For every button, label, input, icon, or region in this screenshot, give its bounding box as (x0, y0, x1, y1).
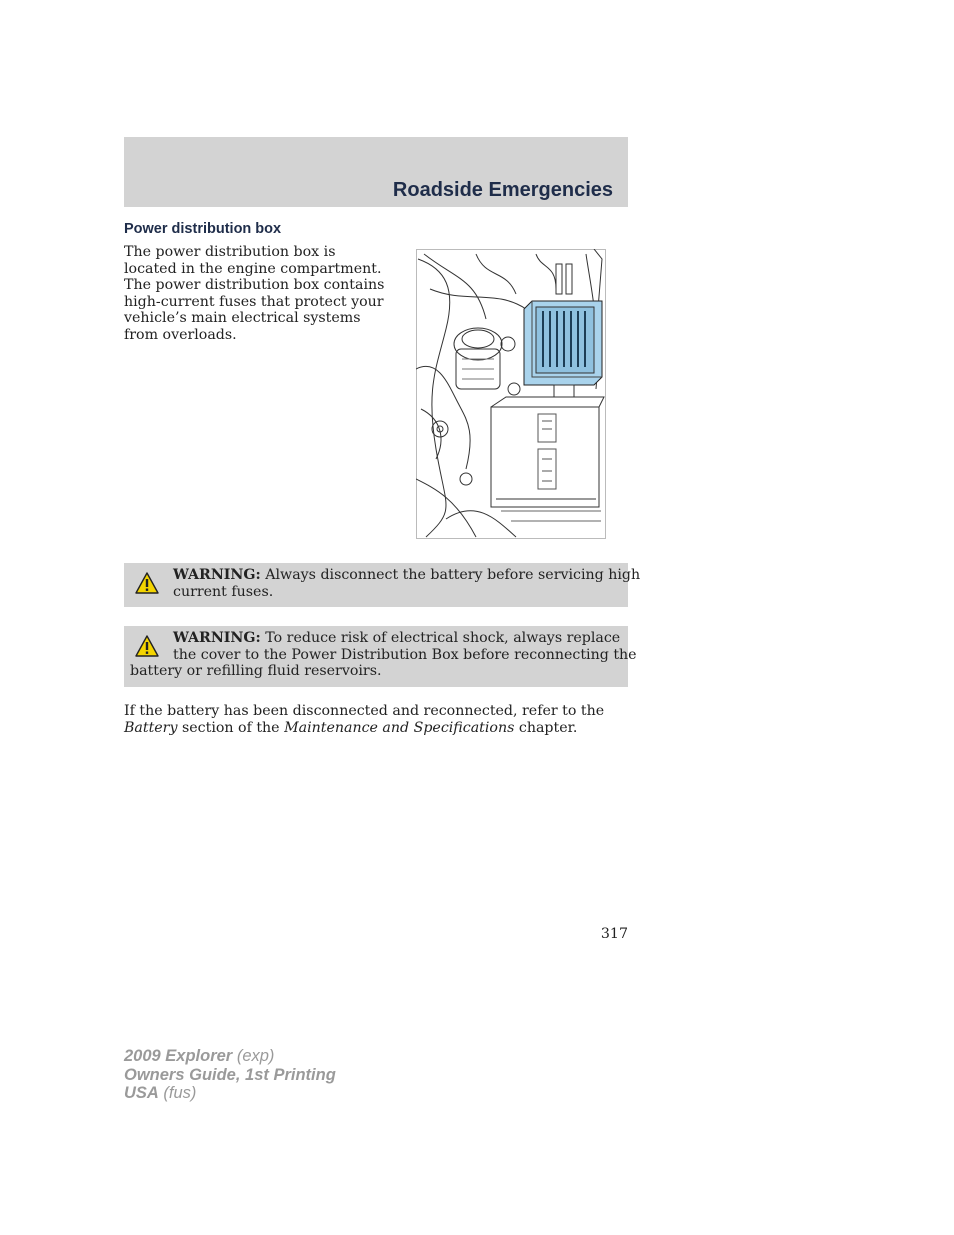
intro-line: The power distribution box contains (124, 277, 385, 293)
warning-label: WARNING: (173, 630, 261, 646)
intro-paragraph (124, 244, 384, 343)
warning-triangle-icon (135, 572, 159, 594)
battery-section-ref: Battery (124, 719, 178, 736)
warning-text: Always disconnect the battery before servicing high (265, 567, 641, 583)
intro-line: The power distribution box is (124, 244, 336, 260)
warning-text: To reduce risk of electrical shock, always replace (265, 630, 621, 646)
closing-line: If the battery has been disconnected and reconnected, refer to the (124, 703, 605, 719)
chapter-title: Roadside Emergencies (392, 179, 613, 201)
warning-label: WARNING: (173, 567, 261, 583)
warning-text-line: battery or refilling fluid reservoirs. (130, 663, 382, 679)
engine-compartment-illustration (416, 249, 606, 539)
warning-box (124, 563, 641, 607)
closing-line: Battery section of the Maintenance and Specifications chapter. (124, 719, 578, 736)
footer-line: USA (fus) (124, 1084, 197, 1102)
section-heading: Power distribution box (124, 221, 282, 237)
closing-paragraph (124, 703, 628, 736)
page-number: 317 (600, 926, 628, 942)
warning-triangle-icon (135, 635, 159, 657)
warning-text-line: the cover to the Power Distribution Box before reconnecting the (173, 646, 637, 663)
warning-text-line (173, 567, 640, 584)
warning-text-line (173, 630, 620, 647)
intro-line: located in the engine compartment. (124, 260, 382, 277)
chapter-header-band (124, 137, 628, 207)
document-footer (124, 1047, 336, 1103)
chapter-ref: Maintenance and Specifications (284, 719, 515, 736)
warning-text-line: current fuses. (173, 583, 274, 600)
intro-line: high-current fuses that protect your (124, 293, 384, 310)
intro-line: vehicle’s main electrical systems (124, 310, 361, 326)
footer-line: 2009 Explorer (exp) (124, 1047, 275, 1065)
footer-line: Owners Guide, 1st Printing (124, 1065, 336, 1084)
intro-line: from overloads. (124, 326, 237, 343)
warning-box (124, 626, 637, 687)
